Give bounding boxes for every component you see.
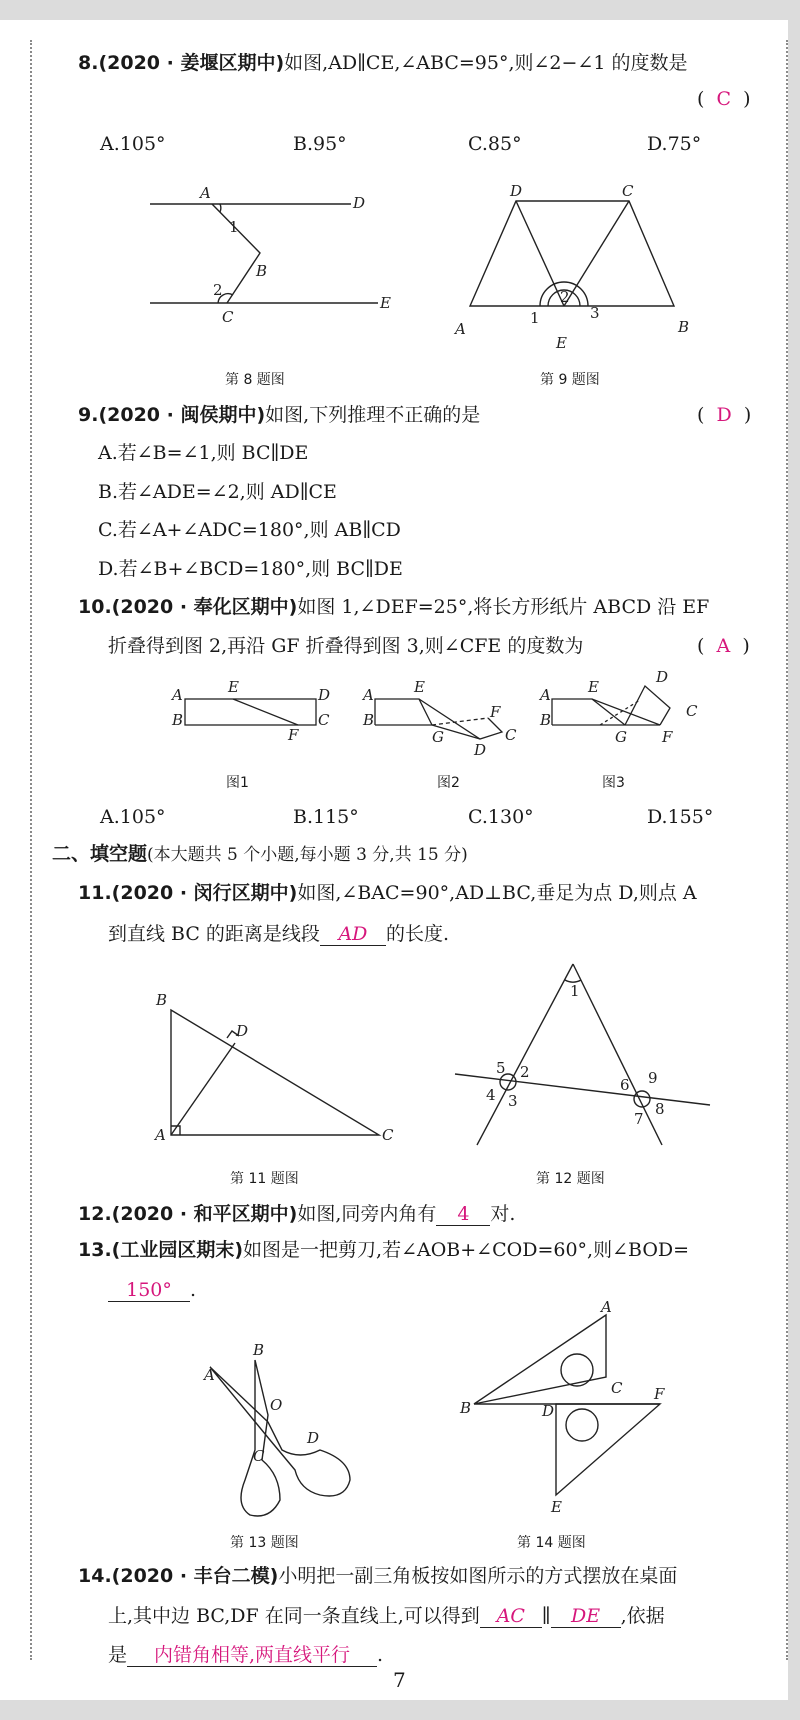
q8-option-b: B.95° [293, 133, 347, 155]
fig10-2-label-f: F [490, 703, 501, 721]
fig10-2-label-d: D [474, 741, 487, 759]
fig13-caption: 第 13 题图 [230, 1535, 299, 1551]
q12-answer: 4 [436, 1203, 490, 1226]
fig12-angle-6: 6 [620, 1076, 630, 1094]
q14-answer-1: AC [480, 1605, 542, 1628]
fig12-angle-5: 5 [496, 1059, 506, 1077]
q14-stem-line3: 是 内错角相等,两直线平行 . [108, 1644, 384, 1666]
fig9-label-b: B [678, 318, 690, 336]
fig9-label-d: D [510, 182, 523, 200]
fig8-angle-2: 2 [213, 281, 223, 299]
q8-option-c: C.85° [468, 133, 522, 155]
fig14-label-d: D [542, 1402, 555, 1420]
fig8-label-d: D [353, 194, 366, 212]
fig10-2-label-g: G [432, 728, 444, 746]
fig10-1-label-d: D [318, 686, 331, 704]
q9-option-c: C.若∠A+∠ADC=180°,则 AB∥CD [98, 519, 401, 541]
fig8-label-b: B [256, 262, 268, 280]
fig11-label-b: B [156, 991, 168, 1009]
q10-answer-bracket: ( A ) [697, 635, 750, 657]
fig14-label-b: B [460, 1399, 472, 1417]
fig11-label-c: C [382, 1126, 394, 1144]
fig14-label-e: E [551, 1498, 562, 1516]
page-number: 7 [393, 1668, 406, 1692]
fig10-2-label-a: A [363, 686, 374, 704]
fig14-caption: 第 14 题图 [517, 1535, 586, 1551]
fig12-angle-2: 2 [520, 1063, 530, 1081]
fig9-label-c: C [622, 182, 634, 200]
q9-answer: D [716, 404, 732, 426]
fig8-caption: 第 8 题图 [225, 372, 285, 388]
fig13-label-c: C [253, 1447, 265, 1465]
q10-option-c: C.130° [468, 806, 534, 828]
fig10-1-label-f: F [288, 726, 299, 744]
q8-source: (2020 · 姜堰区期中) [98, 52, 285, 74]
fig13-label-o: O [270, 1396, 283, 1414]
fig8-label-c: C [222, 308, 234, 326]
q13-answer: 150° [108, 1279, 190, 1302]
q8-option-a: A.105° [100, 133, 166, 155]
question-11: 11.(2020 · 闵行区期中)如图,∠BAC=90°,AD⊥BC,垂足为点 D,则点 A [78, 882, 697, 904]
q11-answer: AD [320, 923, 386, 946]
fig10-2-label-c: C [505, 726, 517, 744]
fig10-3-label-a: A [540, 686, 551, 704]
q8-number: 8 [78, 52, 92, 74]
q8-stem: 如图,AD∥CE,∠ABC=95°,则∠2−∠1 的度数是 [284, 52, 688, 74]
q10-option-a: A.105° [100, 806, 166, 828]
section-2-note: (本大题共 5 个小题,每小题 3 分,共 15 分) [147, 845, 468, 865]
figure-13-14 [0, 20, 788, 1520]
fig14-label-a: A [601, 1298, 612, 1316]
fig10-1-label-b: B [172, 711, 184, 729]
fig8-label-e: E [380, 294, 391, 312]
fig10-2-label-e: E [414, 678, 425, 696]
fig13-label-b: B [253, 1341, 265, 1359]
q11-stem-line2: 到直线 BC 的距离是线段 AD 的长度. [108, 923, 449, 945]
fig10-1-label-c: C [318, 711, 330, 729]
fig11-label-d: D [236, 1022, 249, 1040]
q8-option-d: D.75° [647, 133, 702, 155]
fig9-angle-1: 1 [530, 309, 540, 327]
question-12: 12.(2020 · 和平区期中)如图,同旁内角有 4 对. [78, 1203, 516, 1225]
fig12-angle-3: 3 [508, 1092, 518, 1110]
q14-answer-2: DE [551, 1605, 621, 1628]
fig10-caption-1: 图1 [226, 775, 249, 791]
fig9-angle-3: 3 [590, 304, 600, 322]
fig14-label-c: C [611, 1379, 623, 1397]
fig9-label-e: E [556, 334, 567, 352]
fig9-label-a: A [455, 320, 466, 338]
fig10-3-label-f: F [662, 728, 673, 746]
fig10-3-label-d: D [656, 668, 669, 686]
fig9-angle-2: 2 [560, 288, 570, 306]
fig11-caption: 第 11 题图 [230, 1171, 299, 1187]
fig10-3-label-g: G [615, 728, 627, 746]
question-8: 8.(2020 · 姜堰区期中)如图,AD∥CE,∠ABC=95°,则∠2−∠1 的度数是 [78, 52, 688, 74]
fig14-label-f: F [654, 1385, 665, 1403]
q10-stem-line2: 折叠得到图 2,再沿 GF 折叠得到图 3,则∠CFE 的度数为 [108, 635, 584, 657]
fig12-angle-8: 8 [655, 1100, 665, 1118]
q14-stem-line2: 上,其中边 BC,DF 在同一条直线上,可以得到 AC ∥ DE ,依据 [108, 1605, 665, 1627]
fig12-caption: 第 12 题图 [536, 1171, 605, 1187]
q8-answer: C [716, 88, 732, 110]
q9-answer-bracket: ( D ) [697, 404, 752, 426]
q8-answer-bracket: ( C ) [697, 88, 751, 110]
fig8-label-a: A [200, 184, 211, 202]
fig10-caption-2: 图2 [437, 775, 460, 791]
fig10-caption-3: 图3 [602, 775, 625, 791]
fig12-angle-1: 1 [570, 982, 580, 1000]
fig13-label-a: A [204, 1366, 215, 1384]
question-14: 14.(2020 · 丰台二模)小明把一副三角板按如图所示的方式摆放在桌面 [78, 1565, 678, 1587]
fig8-angle-1: 1 [229, 218, 239, 236]
fig10-3-label-e: E [588, 678, 599, 696]
q13-answer-line: 150° . [108, 1279, 196, 1302]
fig10-1-label-e: E [228, 678, 239, 696]
fig10-3-label-c: C [686, 702, 698, 720]
fig12-angle-4: 4 [486, 1086, 496, 1104]
fig10-2-label-b: B [363, 711, 375, 729]
q10-answer: A [716, 635, 731, 657]
fig9-caption: 第 9 题图 [540, 372, 600, 388]
fig10-3-label-b: B [540, 711, 552, 729]
fig13-label-d: D [307, 1429, 320, 1447]
q9-option-d: D.若∠B+∠BCD=180°,则 BC∥DE [98, 558, 403, 580]
q9-option-a: A.若∠B=∠1,则 BC∥DE [98, 442, 309, 464]
q9-option-b: B.若∠ADE=∠2,则 AD∥CE [98, 481, 337, 503]
q14-answer-3: 内错角相等,两直线平行 [127, 1644, 377, 1667]
question-10: 10.(2020 · 奉化区期中)如图 1,∠DEF=25°,将长方形纸片 ABCD 沿 EF [78, 596, 710, 618]
q10-option-b: B.115° [293, 806, 359, 828]
section-2-title: 二、填空题 [52, 843, 148, 865]
fig10-1-label-a: A [172, 686, 183, 704]
page [0, 20, 788, 1700]
question-9: 9.(2020 · 闽侯期中)如图,下列推理不正确的是 [78, 404, 481, 426]
q10-option-d: D.155° [647, 806, 714, 828]
fig12-angle-9: 9 [648, 1069, 658, 1087]
fig11-label-a: A [155, 1126, 166, 1144]
fig12-angle-7: 7 [634, 1110, 644, 1128]
question-13: 13.(工业园区期末)如图是一把剪刀,若∠AOB+∠COD=60°,则∠BOD= [78, 1239, 690, 1261]
